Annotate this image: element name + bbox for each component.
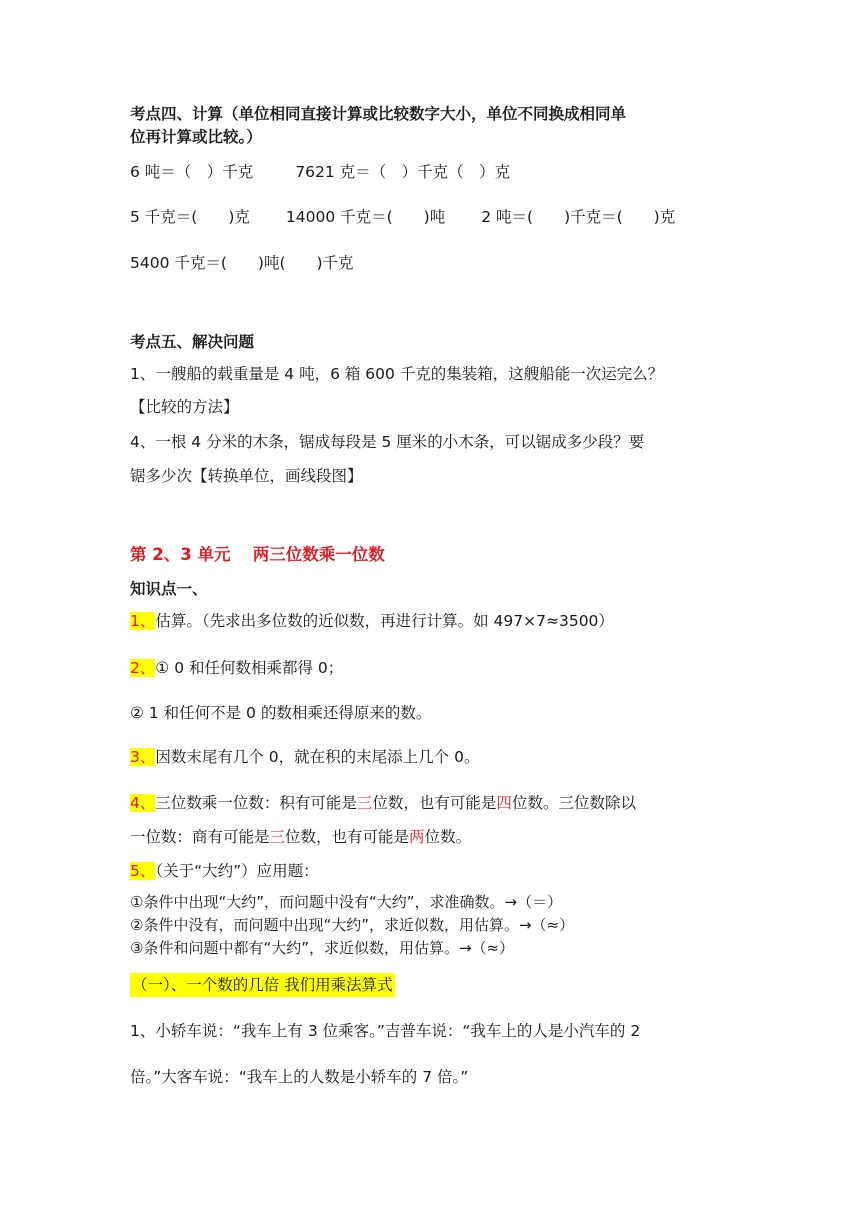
k4-row1-item1: 6 吨＝（ ）千克 — [130, 163, 254, 181]
point-3-text: 因数末尾有几个 0，就在积的末尾添上几个 0。 — [155, 748, 480, 766]
point-1 — [130, 610, 614, 632]
k4-row2-item3: 2 吨＝( )千克＝( )克 — [481, 208, 676, 226]
condition-3: ③条件和问题中都有“大约”，求近似数，用估算。→（≈） — [130, 939, 515, 957]
condition-2: ②条件中没有，而问题中出现“大约”，求近似数，用估算。→（≈） — [130, 916, 575, 934]
k4-row2-item1: 5 千克＝( )克 — [130, 208, 250, 226]
k5-q1-line1: 1、一艘船的载重量是 4 吨，6 箱 600 千克的集装箱，这艘船能一次运完么？ — [130, 365, 664, 383]
k4-row1-item2: 7621 克＝（ ）千克（ ）克 — [295, 163, 511, 181]
k4-row1 — [130, 161, 510, 183]
point-3 — [130, 746, 479, 768]
point-4b-text-c: 位数。 — [424, 828, 472, 846]
k4-title-line1: 考点四、计算（单位相同直接计算或比较数字大小，单位不同换成相同单 — [130, 105, 627, 123]
k5-title: 考点五、解决问题 — [130, 333, 255, 351]
section-1-heading: （一）、一个数的几倍 我们用乘法算式 — [130, 973, 395, 997]
point-4-red-a: 三 — [356, 794, 373, 812]
example-1-line1: 1、小轿车说：“我车上有 3 位乘客。”吉普车说：“我车上的人是小汽车的 2 — [130, 1022, 641, 1040]
point-4-red-b: 四 — [496, 794, 512, 812]
example-1-line2: 倍。”大客车说：“我车上的人数是小轿车的 7 倍。” — [130, 1068, 469, 1086]
point-4-number: 4、 — [130, 794, 156, 812]
k5-q4-line1: 4、一根 4 分米的木条，锯成每段是 5 厘米的小木条，可以锯成多少段？要 — [130, 433, 645, 451]
k5-q4-line2: 锯多少次【转换单位，画线段图】 — [130, 467, 363, 485]
k4-title-line2: 位再计算或比较。） — [130, 128, 262, 146]
point-2-number: 2、 — [130, 659, 156, 677]
point-5 — [130, 860, 319, 882]
point-4b-text-a: 一位数：商有可能是 — [130, 828, 270, 846]
point-4b-red-b: 两 — [409, 828, 425, 846]
point-4-text-c: 位数。三位数除以 — [511, 794, 636, 812]
knowledge-point-1: 知识点一、 — [130, 580, 208, 598]
point-5-number: 5、 — [130, 862, 156, 880]
point-4-line2 — [130, 826, 471, 848]
point-4-text-a: 三位数乘一位数：积有可能是 — [155, 794, 357, 812]
point-5-text: （关于“大约”）应用题： — [155, 862, 319, 880]
condition-1: ①条件中出现“大约”，而问题中没有“大约”，求准确数。→（＝） — [130, 893, 563, 911]
k4-row2-item2: 14000 千克＝( )吨 — [285, 208, 446, 226]
k4-row3: 5400 千克＝( )吨( )千克 — [130, 254, 354, 272]
point-4-text-b: 位数，也有可能是 — [372, 794, 497, 812]
unit-title: 第 2、3 单元 两三位数乘一位数 — [130, 545, 385, 564]
point-1-text: 估算。（先求出多位数的近似数，再进行计算。如 497×7≈3500） — [155, 612, 614, 630]
point-1-number: 1、 — [130, 612, 156, 630]
point-4b-red-a: 三 — [269, 828, 286, 846]
point-3-number: 3、 — [130, 748, 156, 766]
point-4 — [130, 792, 636, 814]
k5-q1-line2: 【比较的方法】 — [130, 398, 239, 416]
point-2b: ② 1 和任何不是 0 的数相乘还得原来的数。 — [130, 704, 432, 722]
k4-row2 — [130, 206, 675, 228]
point-4b-text-b: 位数，也有可能是 — [285, 828, 410, 846]
point-2-text: ① 0 和任何数相乘都得 0； — [155, 659, 344, 677]
point-2 — [130, 657, 343, 679]
